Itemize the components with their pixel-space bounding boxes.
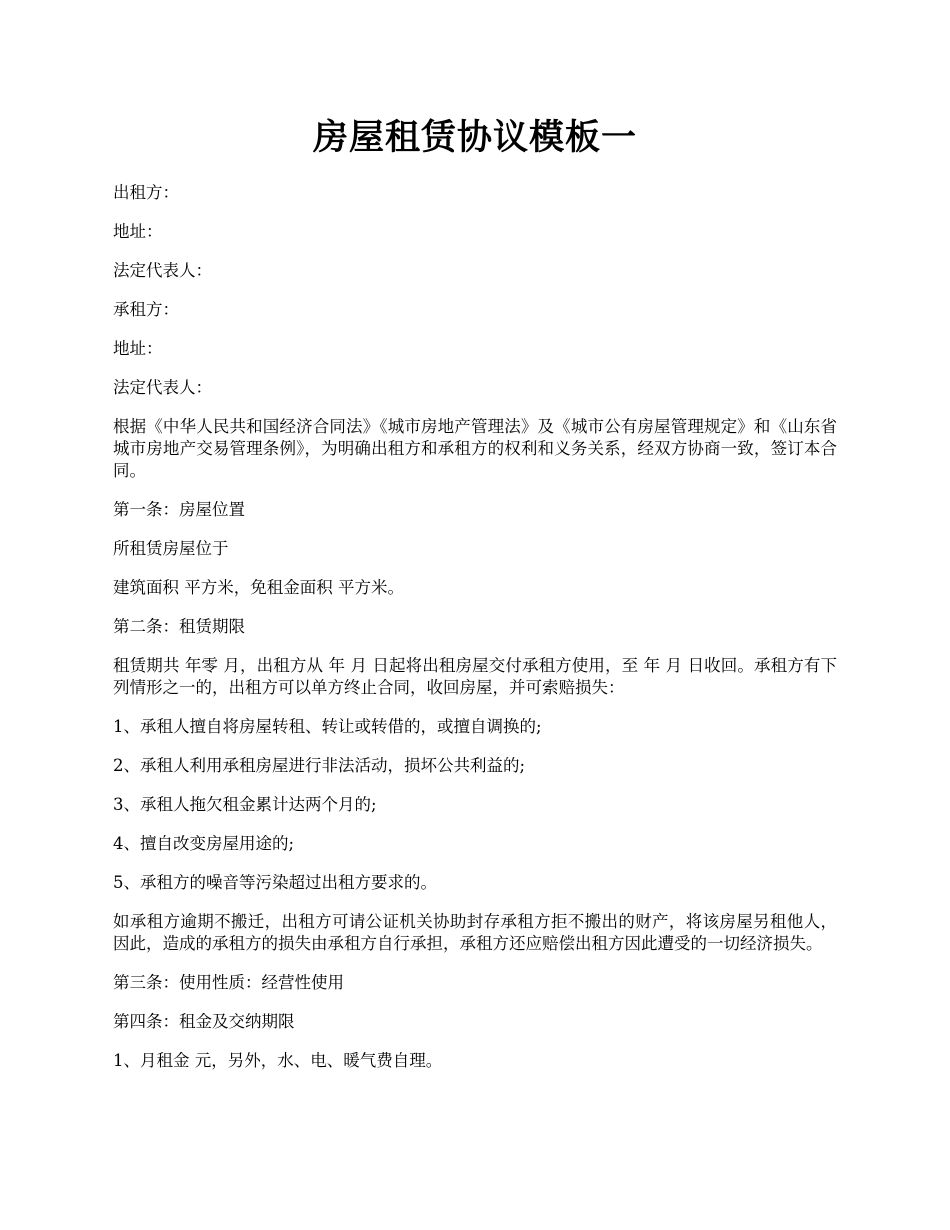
lessor-label: 出租方：: [113, 183, 179, 202]
lessor-address-label: 地址：: [113, 222, 163, 241]
rent-item-1: 1、月租金 元，另外，水、电、暖气费自理。: [113, 1051, 443, 1070]
termination-item-1: 1、承租人擅自将房屋转租、转让或转借的，或擅自调换的;: [113, 717, 542, 736]
property-location-text: 所租赁房屋位于: [113, 539, 229, 558]
article-2-heading: 第二条：租赁期限: [113, 617, 245, 636]
lessee-label: 承租方：: [113, 300, 179, 319]
termination-item-3: 3、承租人拖欠租金累计达两个月的;: [113, 795, 377, 814]
document-body: [113, 182, 837, 1072]
article-1-heading: 第一条：房屋位置: [113, 500, 245, 519]
lessee-address-label: 地址：: [113, 339, 163, 358]
document-title: 房屋租赁协议模板一: [312, 117, 637, 158]
termination-item-4: 4、擅自改变房屋用途的;: [113, 834, 295, 853]
overdue-relocation-paragraph: 如承租方逾期不搬迁，出租方可请公证机关协助封存承租方拒不搬出的财产，将该房屋另租他人，因此，造成的承租方的损失由承租方自行承担，承租方还应赔偿出租方因此遭受的一切经济损失。: [113, 912, 837, 953]
building-area-text: 建筑面积 平方米，免租金面积 平方米。: [113, 578, 404, 597]
termination-item-2: 2、承租人利用承租房屋进行非法活动，损坏公共利益的;: [113, 756, 526, 775]
lessor-legal-rep-label: 法定代表人：: [113, 261, 212, 280]
article-4-heading: 第四条：租金及交纳期限: [113, 1012, 295, 1031]
preamble-paragraph: 根据《中华人民共和国经济合同法》《城市房地产管理法》及《城市公有房屋管理规定》和《山东省城市房地产交易管理条例》，为明确出租方和承租方的权利和义务关系，经双方协商一致，签订本合同。: [113, 417, 837, 480]
article-3-heading: 第三条：使用性质：经营性使用: [113, 973, 344, 992]
lease-term-paragraph: 租赁期共 年零 月，出租方从 年 月 日起将出租房屋交付承租方使用，至 年 月 日收回。承租方有下列情形之一的，出租方可以单方终止合同，收回房屋，并可索赔损失：: [113, 656, 837, 697]
lessee-legal-rep-label: 法定代表人：: [113, 378, 212, 397]
termination-item-5: 5、承租方的噪音等污染超过出租方要求的。: [113, 873, 437, 892]
